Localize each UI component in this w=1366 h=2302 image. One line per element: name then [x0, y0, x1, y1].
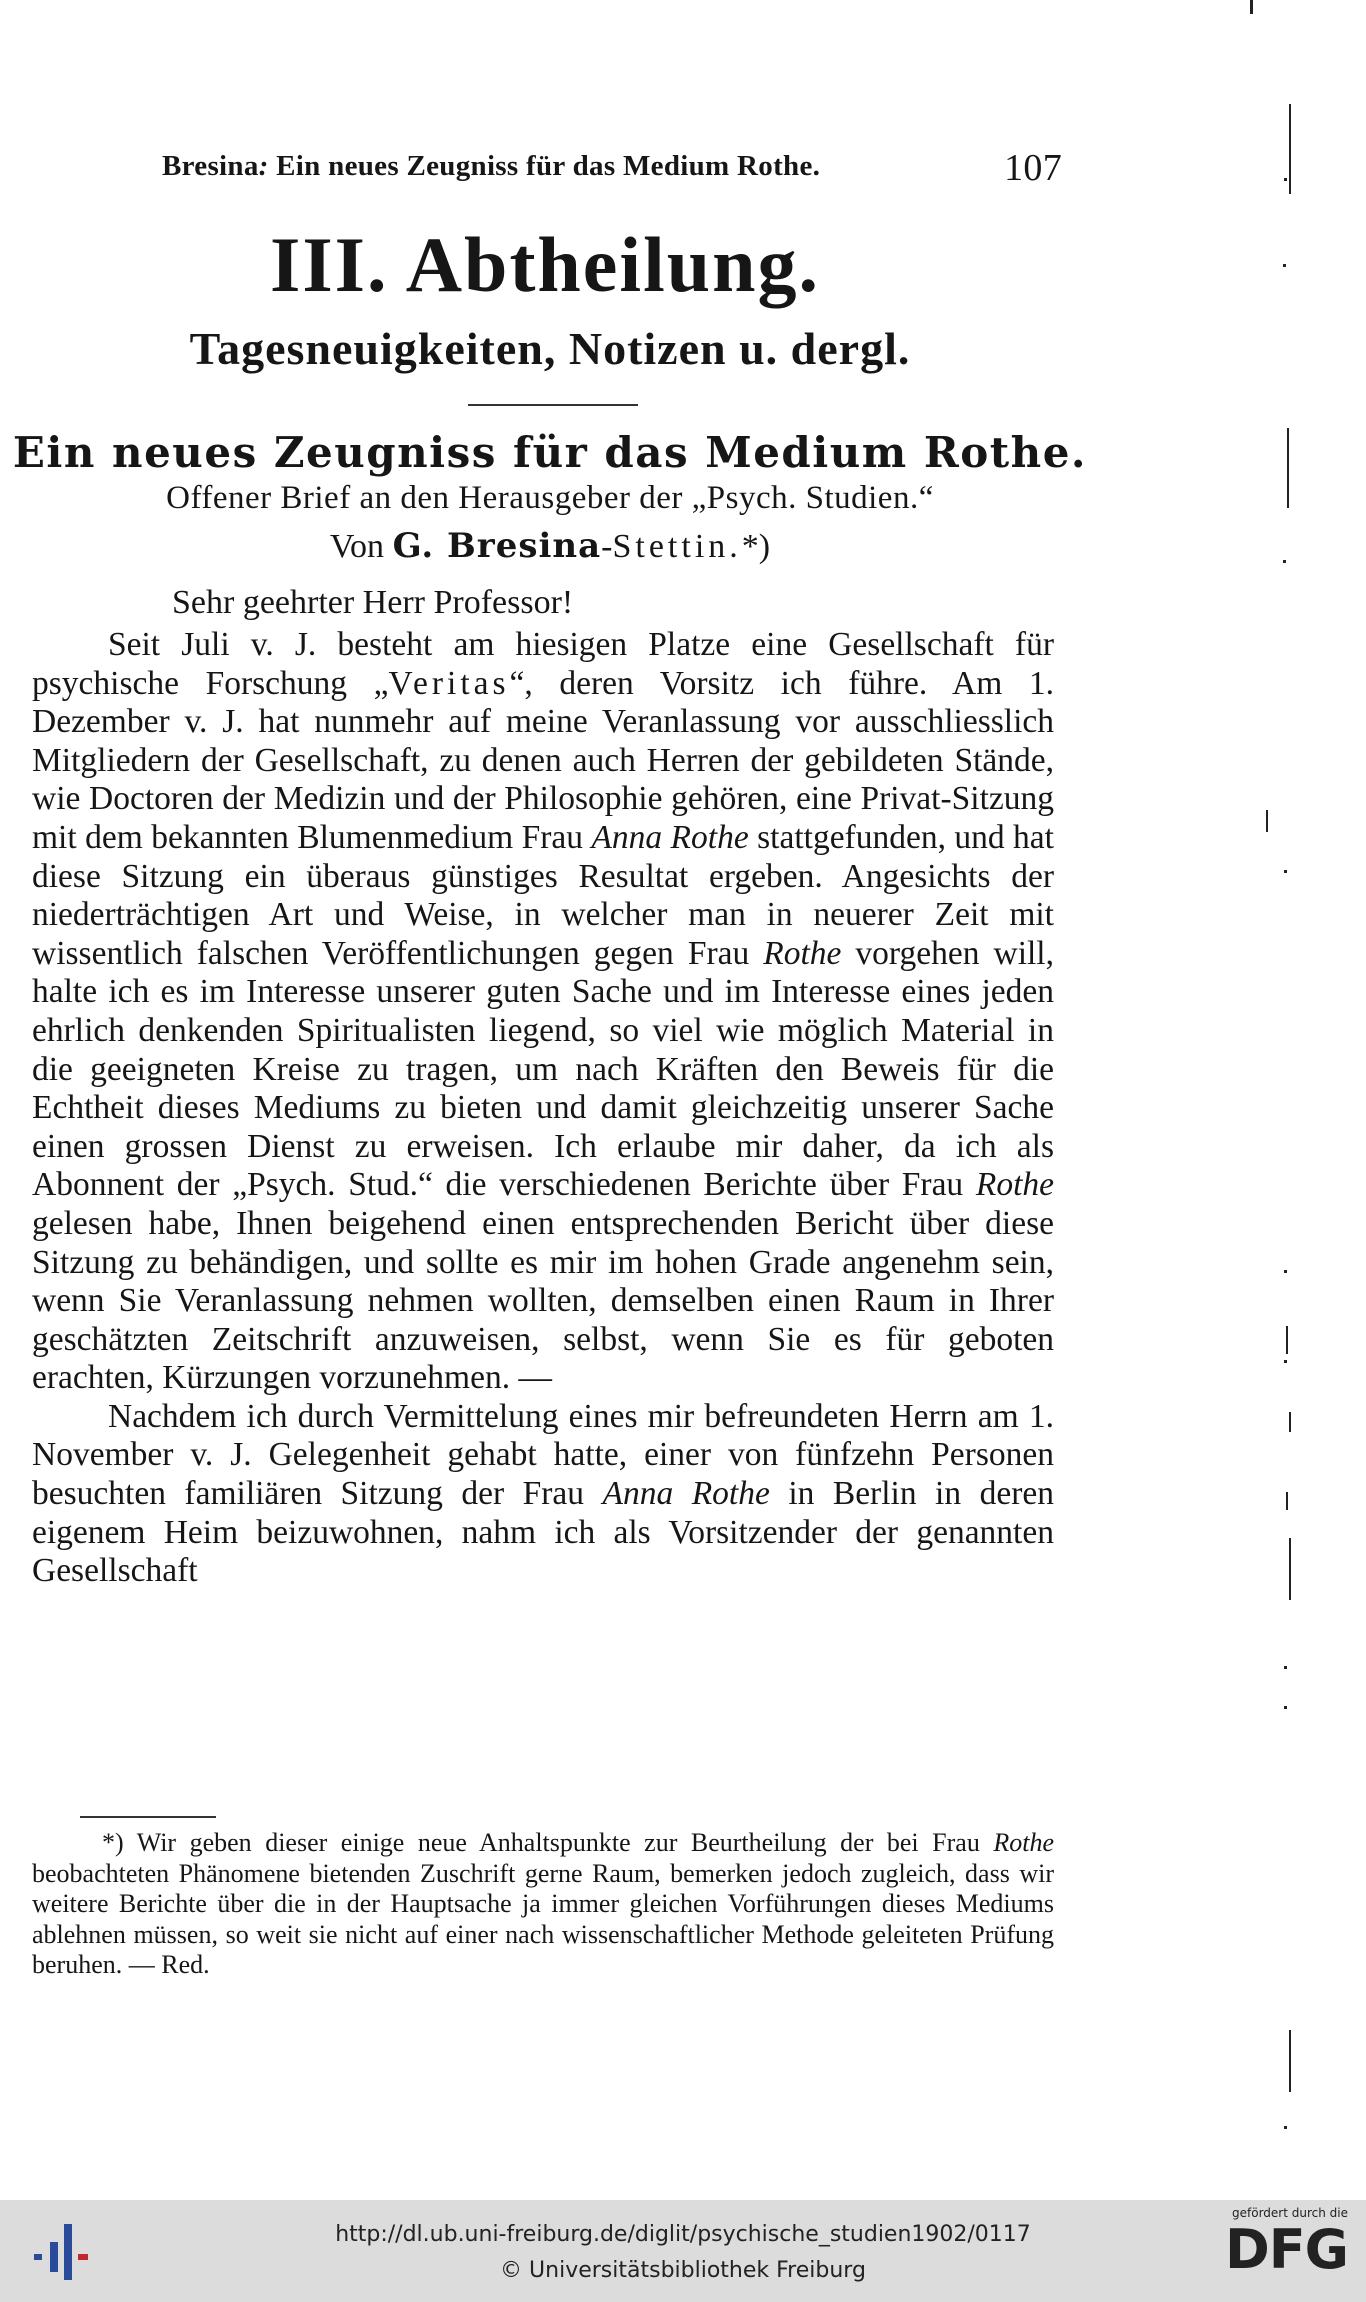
byline-dash: -	[601, 528, 613, 565]
page-number: 107	[1004, 147, 1062, 189]
salutation: Sehr geehrter Herr Professor!	[172, 584, 574, 621]
running-head	[162, 147, 1062, 189]
dfg-logo: DFG	[1224, 2218, 1348, 2281]
p1-text-b: “, deren Vorsitz ich führe. Am 1. Dezember v. J. hat nunmehr auf meine Veranlassung vor ausschliesslich Mitgliedern der Gesellschaft, zu denen auch Herren der gebildeten Stände, wie Doctoren der Medizin und der Philosophie gehören, eine Privat-Sitzung mit dem bekannten Blumenmedium Frau	[32, 664, 1054, 856]
running-head-colon: :	[258, 150, 269, 182]
running-head-title: Ein neues Zeugniss für das Medium Rothe.	[268, 150, 821, 182]
byline-author: G. Bresina	[392, 526, 602, 566]
footnote	[32, 1828, 1054, 1981]
medium-name: Rothe	[975, 1166, 1054, 1204]
article-body	[32, 626, 1054, 1591]
copyright-notice: © Universitätsbibliothek Freiburg	[500, 2258, 866, 2283]
footnote-text	[32, 1828, 1054, 1981]
footnote-text-a: *) Wir geben dieser einige neue Anhaltspunkte zur Beurtheilung der bei Frau	[102, 1828, 994, 1857]
document-url[interactable]: http://dl.ub.uni-freiburg.de/diglit/psychische_studien1902/0117	[335, 2222, 1031, 2247]
article-subtitle: Offener Brief an den Herausgeber der „Psych. Studien.“	[166, 480, 934, 516]
sponsor-caption: gefördert durch die	[1232, 2206, 1348, 2220]
p1-text-a: Seit Juli v. J. besteht am hiesigen Platze eine Gesellschaft für psychische Forschung „	[32, 626, 1054, 702]
medium-name: Anna Rothe	[591, 818, 749, 856]
medium-name: Rothe	[993, 1828, 1054, 1857]
byline-city: Stettin.	[612, 528, 742, 565]
p1-text-d: vorgehen will, halte ich es im Interesse unserer guten Sache und im Interesse eines jeden ehrlich denkenden Spiritualisten liegend, so viel wie möglich Material in die geeigneten Kreise zu tragen, um nach Kräften den Beweis für die Echtheit dieses Mediums zu bieten und damit gleichzeitig unserer Sache einen grossen Dienst zu erweisen. Ich erlaube mir daher, da ich als Abonnent der „Psych. Stud.“ die verschiedenen Berichte über Frau	[32, 934, 1054, 1204]
article-title: Ein neues Zeugniss für das Medium Rothe.	[12, 428, 1088, 477]
society-name: Veritas	[388, 664, 510, 702]
byline-prefix: Von	[329, 528, 393, 565]
footnote-reference: *)	[741, 528, 771, 565]
footnote-text-b: beobachteten Phänomene bietenden Zuschrift gerne Raum, bemerken jedoch zugleich, dass wir weitere Berichte über die in der Hauptsache ja immer gleichen Vorführungen dieses Mediums ablehnen müssen, so weit sie nicht auf einer nach wissenschaftlicher Methode geleiteten Prüfung beruhen. — Red.	[32, 1858, 1054, 1979]
p1-text-e: gelesen habe, Ihnen beigehend einen entsprechenden Bericht über diese Sitzung zu behändigen, und sollte es mir im hohen Grade angenehm sein, wenn Sie Veranlassung nehmen wollten, demselben einen Raum in Ihrer geschätzten Zeitschrift anzuweisen, selbst, wenn Sie es für geboten erachten, Kürzungen vorzunehmen. —	[32, 1204, 1054, 1397]
footer-bar	[0, 2200, 1366, 2302]
footnote-divider	[80, 1816, 216, 1818]
section-title: III. Abtheilung.	[269, 221, 821, 308]
running-head-author: Bresina	[162, 150, 259, 182]
paragraph-2	[32, 1398, 1054, 1591]
p2-text-b: in Berlin in deren eigenem Heim beizuwohnen, nahm ich als Vorsitzender der genannten Gesellschaft	[32, 1475, 1054, 1590]
medium-name: Rothe	[763, 934, 842, 972]
section-divider	[468, 404, 638, 406]
sponsor-block	[1208, 2206, 1348, 2296]
paragraph-1	[32, 626, 1054, 1398]
section-subtitle: Tagesneuigkeiten, Notizen u. dergl.	[189, 323, 911, 374]
p1-text-c: stattgefunden, und hat diese Sitzung ein überaus günstiges Resultat ergeben. Angesichts der niederträchtigen Art und Weise, in welcher man in neuerer Zeit mit wissentlich falschen Veröffentlichungen gegen Frau	[32, 818, 1054, 972]
byline	[0, 526, 1100, 566]
medium-name: Anna Rothe	[602, 1475, 770, 1513]
p2-text-a: Nachdem ich durch Vermittelung eines mir befreundeten Herrn am 1. November v. J. Gelegenheit gehabt hatte, einer von fünfzehn Personen besuchten familiären Sitzung der Frau	[32, 1397, 1054, 1513]
